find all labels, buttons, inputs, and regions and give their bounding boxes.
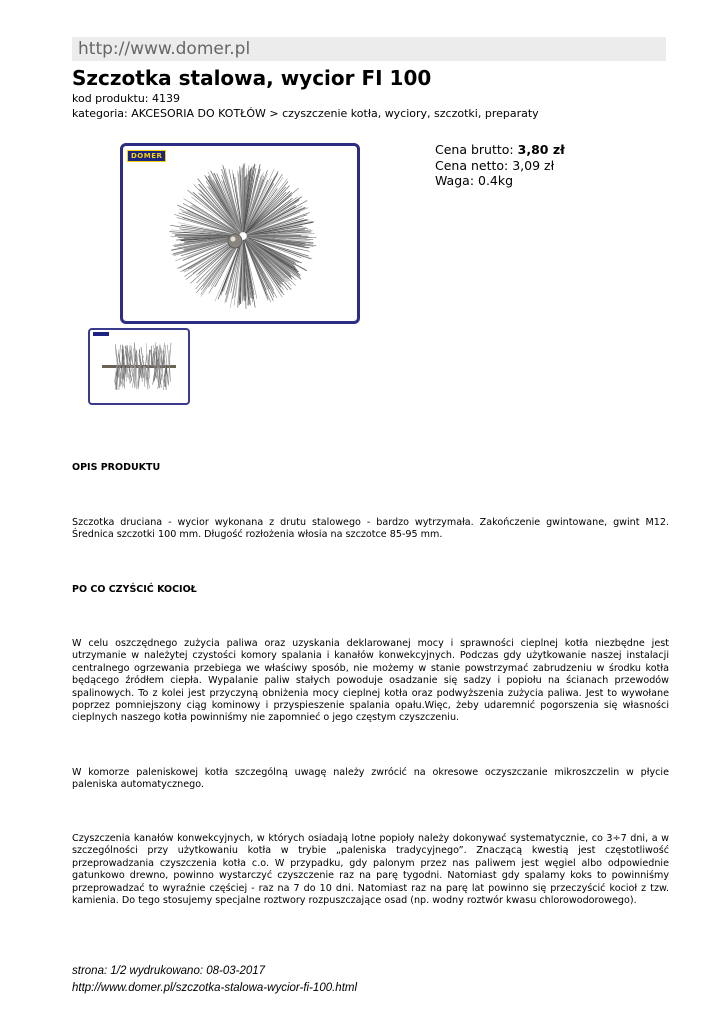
round-brush-illustration [123,146,357,321]
brush-side-illustration [90,330,188,403]
why-clean-paragraph-1: W celu oszczędnego zużycia paliwa oraz uzyskania deklarowanej mocy i sprawności cieplnej kotła niezbędne jest utrzymanie w należytej czystości komory spalania i kanałów konwekcyjnych. Podczas gdy użytkowanie naszej instalacji centralnego ogrzewania przebiega we właściwy sposób, nie możemy w stanie powstrzymać zabrudzeniu w środku kotła będącego źródłem ciepła. Wypalanie paliw stałych powoduje osadzanie się sadzy i popiołu na ścianach przewodów spalinowych. To z kolei jest przyczyną obniżenia mocy cieplnej kotła oraz podwyższenia zużycia paliwa. Jest to wywołane poprzez pomniejszony ciąg kominowy i przyspieszenie spalania opału.Więc, żeby udaremnić pogorszenia się własności cieplnych naszego kotła powinniśmy nie zapomnieć o jego częstym czyszczeniu. [72,638,669,724]
product-main-image[interactable] [120,143,360,324]
net-price: Cena netto: 3,09 zł [435,157,555,173]
domer-logo-small [93,332,109,336]
why-clean-heading: PO CO CZYŚCIĆ KOCIOŁ [72,584,197,595]
product-thumbnail[interactable] [88,328,190,405]
footer-page-info: strona: 1/2 wydrukowano: 08-03-2017 [72,965,266,977]
why-clean-paragraph-2: W komorze paleniskowej kotła szczególną uwagę należy zwrócić na okresowe oczyszczanie mikroszczelin w płycie paleniska automatycznego. [72,767,669,791]
site-url[interactable]: http://www.domer.pl [72,37,666,61]
product-code: kod produktu: 4139 [72,92,180,105]
gross-price: Cena brutto: 3,80 zł [435,142,565,157]
footer-page-url[interactable]: http://www.domer.pl/szczotka-stalowa-wycior-fi-100.html [72,982,358,994]
page-title: Szczotka stalowa, wycior FI 100 [72,66,432,90]
description-heading: OPIS PRODUKTU [72,462,161,473]
why-clean-paragraph-3: Czyszczenia kanałów konwekcyjnych, w których osiadają lotne popioły należy dokonywać systematycznie, co 3÷7 dni, a w szczególności przy użytkowaniu kotła w trybie „paleniska tradycyjnego”. Znaczącą kwestią jest częstotliwość przeprowadzania czyszczenia kotła c.o. W przypadku, gdy palonym przez nas paliwem jest węgiel albo odpowiednie gatunkowo drewno, powinno wystarczyć czyszczenie raz na parę tygodni. Natomiast gdy spalamy koks to powinniśmy przeprowadzać to wyraźnie częściej - raz na 7 do 10 dni. Natomiast raz na parę lat powinno się przeczyścić kocioł z tzw. kamienia. Do tego stosujemy specjalne roztwory rozpuszczające osad (np. wodny roztwór kwasu chlorowodorowego). [72,833,669,907]
price-box [435,142,565,189]
domer-logo: DOMER [127,150,166,162]
description-text: Szczotka druciana - wycior wykonana z drutu stalowego - bardzo wytrzymała. Zakończenie gwintowane, gwint M12. Średnica szczotki 100 mm. Długość rozłożenia włosia na szczotce 85-95 mm. [72,517,669,541]
gross-price-value: 3,80 zł [517,142,565,157]
product-category: kategoria: AKCESORIA DO KOTŁÓW > czyszczenie kotła, wyciory, szczotki, preparaty [72,107,539,120]
weight: Waga: 0.4kg [435,173,514,188]
